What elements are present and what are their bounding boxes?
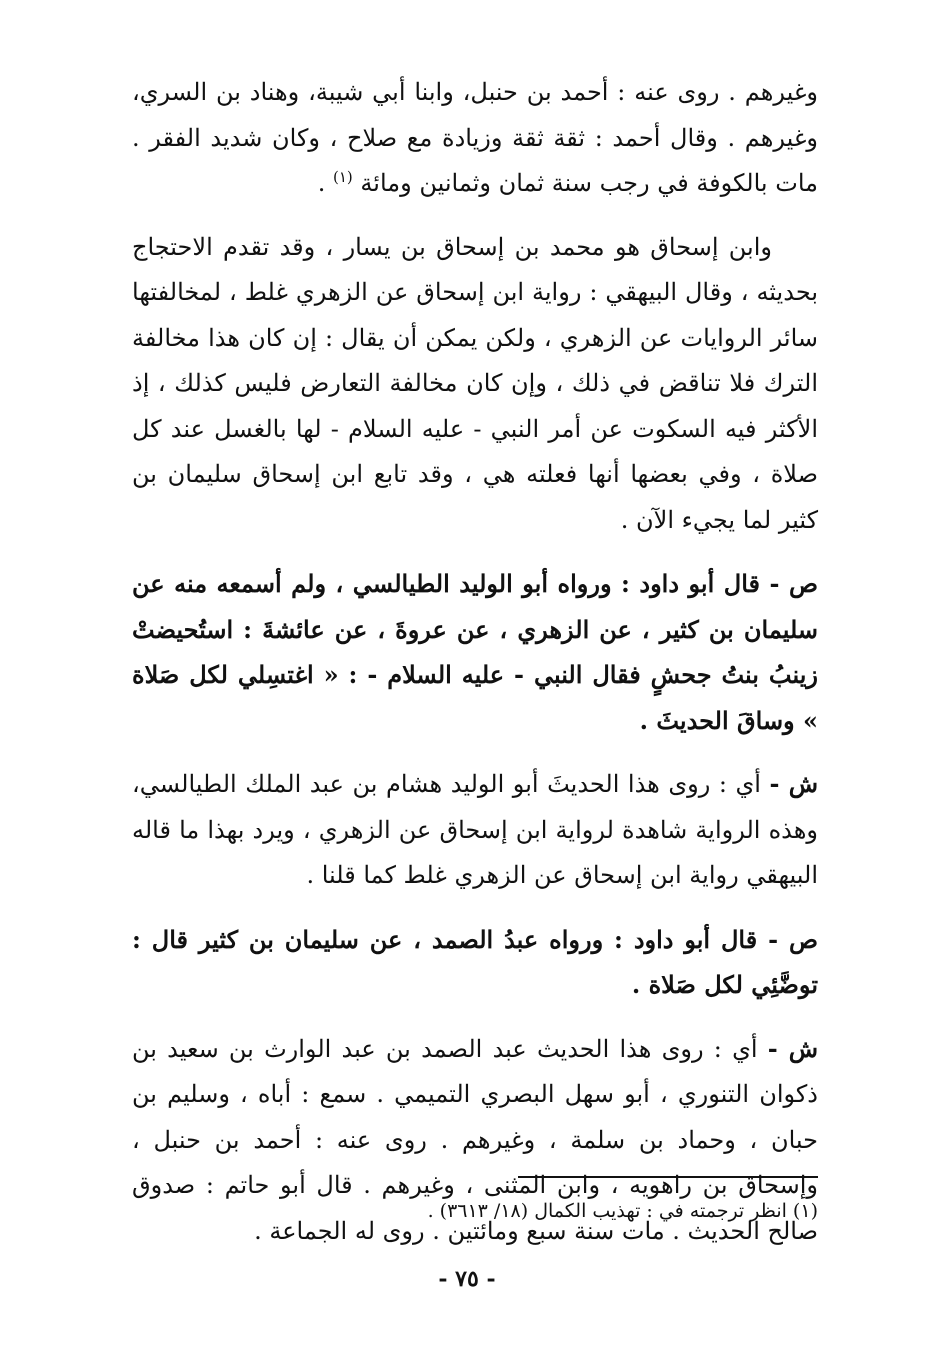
paragraph-narrator-continuation [132,70,818,207]
paragraph-text: ص - قال أبو داود : ورواه أبو الوليد الطيالسي ، ولم أسمعه منه عن سليمان بن كثير ، عن الزهري ، عن عروةَ ، عن عائشةَ : استُحيضتْ زينبُ بنتُ جحشٍ فقال النبي - عليه السلام - : « اغتسِلي لكل صَلاة » وساقَ الحديثَ . [132,569,818,735]
footnote-divider [518,1176,818,1178]
paragraph-ibn-ishaq [132,225,818,544]
paragraph-text: ص - قال أبو داود : ورواه عبدُ الصمد ، عن سليمان بن كثير قال : توضَّئِي لكل صَلاة . [132,924,818,999]
page-number: - ٧٥ - [438,1266,496,1292]
paragraph-text: وغيرهم . روى عنه : أحمد بن حنبل، وابنا أبي شيبة، وهناد بن السري، وغيرهم . وقال أحمد : ثقة ثقة وزيادة مع صلاح ، وكان شديد الفقر . مات بالكوفة في رجب سنة ثمان وثمانين ومائة [132,78,818,197]
paragraph-text: أي : روى هذا الحديث عبد الصمد بن عبد الوارث بن سعيد بن ذكوان التنوري ، أبو سهل البصري التميمي . سمع : أباه ، وسليم بن حبان ، وحماد بن سلمة ، وغيرهم . روى عنه : أحمد بن حنبل ، وإسحاق بن راهويه ، وابن المثنى ، وغيرهم . قال أبو حاتم : صدوق صالح الحديث . مات سنة سبع ومائتين . روى له الجماعة . [132,1034,818,1245]
paragraph-matn-abu-al-walid [132,561,818,743]
sharh-marker: ش - [767,1033,819,1063]
paragraph-end: . [317,169,333,197]
footnote-reference[interactable]: (١) [332,168,353,186]
paragraph-text: أي : روى هذا الحديثَ أبو الوليد هشام بن عبد الملك الطيالسي، وهذه الرواية شاهدة لرواية ابن إسحاق عن الزهري ، ويرد بهذا ما قاله البيهقي رواية ابن إسحاق عن الزهري غلط كما قلنا . [132,770,818,889]
paragraph-text: وابن إسحاق هو محمد بن إسحاق بن يسار ، وقد تقدم الاحتجاج بحديثه ، وقال البيهقي : رواية ابن إسحاق عن الزهري غلط ، لمخالفتها سائر الروايات عن الزهري ، ولكن يمكن أن يقال : إن كان هذا مخالفة الترك فلا تناقض في ذلك ، وإن كان مخالفة التعارض فليس كذلك ، إذ الأكثر فيه السكوت عن أمر النبي - عليه السلام - لها بالغسل عند كل صلاة ، وفي بعضها أنها فعلته هي ، وقد تابع ابن إسحاق سليمان بن كثير لما يجيء الآن . [132,232,818,534]
footnote: (١) انظر ترجمته في : تهذيب الكمال (١٨/ ٣٦١٣) . [427,1200,818,1222]
sharh-marker: ش - [769,769,818,798]
paragraph-matn-abd-al-samad [132,917,818,1008]
paragraph-sharh-abu-al-walid [132,761,818,899]
